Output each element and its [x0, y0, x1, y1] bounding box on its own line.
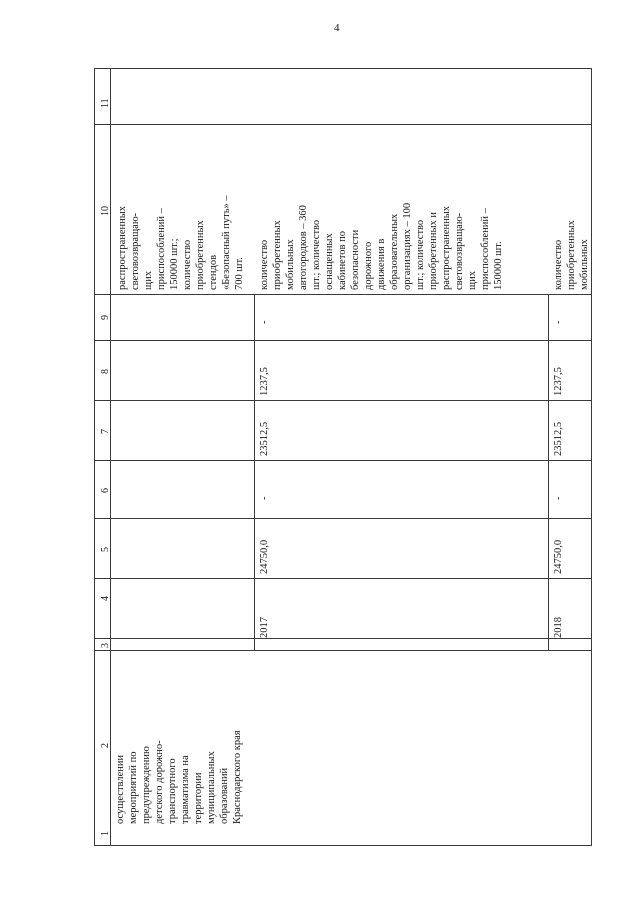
page-number: 4 — [334, 22, 340, 34]
row2-year: 2018 — [553, 617, 564, 638]
header-col-11: 11 — [100, 98, 111, 108]
header-col-5: 5 — [100, 547, 111, 552]
row1-col9: - — [259, 320, 270, 324]
header-col-3: 3 — [100, 643, 111, 648]
header-col-10: 10 — [100, 206, 111, 216]
header-col-1: 1 — [100, 831, 111, 836]
row2-col10-indicators: количество приобретенных мобильных — [553, 220, 590, 290]
row1-col7: 23512,5 — [259, 421, 270, 456]
row1-col8: 1237,5 — [259, 367, 270, 396]
header-col-7: 7 — [100, 429, 111, 434]
header-col-2: 2 — [100, 743, 111, 748]
row1-col5: 24750,0 — [259, 539, 270, 574]
row2-col8: 1237,5 — [553, 367, 564, 396]
row1-year: 2017 — [259, 617, 270, 638]
row0-col10-indicators: распространенных световозвращаю- щих приспособлений – 150000 шт.; количество приобретенных стендов «Безопасный путь» – 700 шт. — [117, 195, 245, 290]
header-col-6: 6 — [100, 488, 111, 493]
header-col-9: 9 — [100, 315, 111, 320]
header-col-4: 4 — [100, 596, 111, 601]
row1-col10-indicators: количество приобретенных мобильных автогородков – 360 шт.; количество оснащенных кабинетов по безопасности дорожного движения в образовательных организациях – 100 шт.; количество приобретенных и распространенных световозвращаю- щих приспособлений – 150000 шт. — [259, 202, 504, 290]
rotated-table — [94, 68, 592, 846]
row2-col9: - — [553, 320, 564, 324]
header-col-8: 8 — [100, 369, 111, 374]
row1-col6: - — [259, 496, 270, 500]
row2-col6: - — [553, 496, 564, 500]
col2-description: осуществлении мероприятий по предупреждению детского дорожно- транспортного травматизма на территории муниципальных образований Краснодарского края — [115, 730, 243, 824]
row2-col5: 24750,0 — [553, 539, 564, 574]
row2-col7: 23512,5 — [553, 421, 564, 456]
